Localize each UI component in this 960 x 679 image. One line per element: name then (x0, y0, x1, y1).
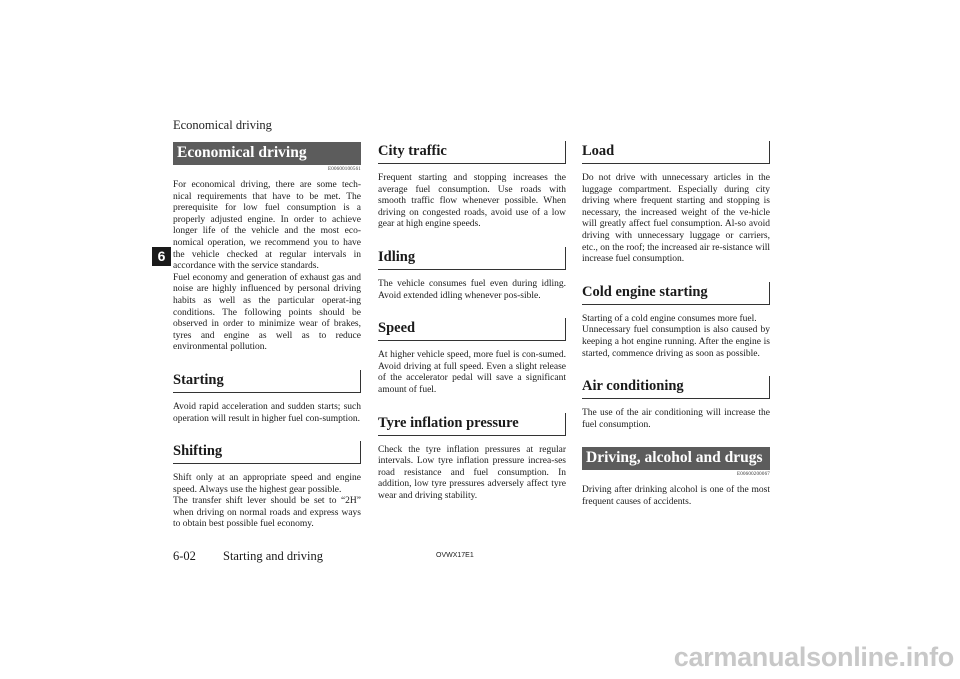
watermark: carmanualsonline.info (673, 642, 954, 672)
paragraph: Fuel economy and generation of exhaust gas and noise are highly influenced by personal driving habits as well as the particular operat-ing conditions. The following points should be observed in order to minimize wear of brakes, tyres and engine as well as to reduce environmental pollution. (173, 272, 361, 353)
section-banner-economical-driving: Economical driving (173, 142, 361, 165)
section-code: E00600100561 (328, 167, 361, 172)
footer-chapter-title: Starting and driving (223, 549, 323, 563)
paragraph: At higher vehicle speed, more fuel is con-sumed. Avoid driving at full speed. Even a slight release of the accelerator pedal will save a significant amount of fuel. (378, 350, 566, 395)
paragraph: Driving after drinking alcohol is one of the most frequent causes of accidents. (582, 485, 770, 507)
paragraph: Avoid rapid acceleration and sudden starts; such operation will result in higher fuel con-sumption. (173, 401, 361, 424)
section-heading-load: Load (582, 141, 770, 164)
paragraph: Frequent starting and stopping increases the average fuel consumption. Use roads with smooth traffic flow whenever possible. When driving on congested roads, avoid use of a low gear at high engine speeds. (378, 173, 566, 230)
column-2 (378, 141, 566, 503)
paragraph: The use of the air conditioning will increase the fuel consumption. (582, 408, 770, 430)
footer-doc-code: OVWX17E1 (436, 552, 474, 559)
chapter-tab: 6 (152, 247, 171, 266)
paragraph: The transfer shift lever should be set to “2H” when driving on normal roads and express ways to obtain best possible fuel economy. (173, 496, 361, 530)
section-heading-shifting: Shifting (173, 441, 361, 464)
paragraph: Shift only at an appropriate speed and engine speed. Always use the highest gear possible. (173, 473, 361, 495)
section-heading-idling: Idling (378, 247, 566, 270)
running-header: Economical driving (173, 118, 272, 132)
column-3 (582, 141, 770, 509)
section-heading-starting: Starting (173, 370, 361, 393)
page-number: 6-02 (173, 549, 196, 563)
section-heading-cold-engine: Cold engine starting (582, 282, 770, 305)
paragraph: Check the tyre inflation pressures at regular intervals. Low tyre inflation pressure increa-ses road resistance and fuel consumption. In addition, low tyre pressures adversely affect tyre wear and driving stability. (378, 444, 566, 501)
paragraph: Do not drive with unnecessary articles in the luggage compartment. Especially during city driving where frequent starting and stopping is necessary, the increased weight of the ve-hicle will greatly affect fuel consumption. Al-so avoid driving with unnecessary luggage or carriers, etc., on the roof; the increased air re-sistance will increase fuel consumption. (582, 173, 770, 265)
paragraph: Starting of a cold engine consumes more fuel. (582, 313, 757, 324)
paragraph: Unnecessary fuel consumption is also caused by keeping a hot engine running. After the engine is started, commence driving as soon as possible. (582, 325, 770, 359)
section-banner-alcohol-drugs: Driving, alcohol and drugs (582, 447, 770, 470)
section-code: E00600200067 (737, 472, 770, 478)
section-heading-air-conditioning: Air conditioning (582, 376, 770, 399)
section-heading-city-traffic: City traffic (378, 141, 566, 164)
section-heading-tyre-inflation: Tyre inflation pressure (378, 413, 566, 436)
paragraph: The vehicle consumes fuel even during idling. Avoid extended idling whenever pos-sible. (378, 278, 566, 301)
paragraph: For economical driving, there are some tech-nical requirements that have to be met. The prerequisite for low fuel consumption is a properly adjusted engine. In order to achieve longer life of the vehicle and the most eco-nomical operation, we recommend you to have the vehicle checked at regular intervals in accordance with the service standards. (173, 180, 361, 272)
column-1 (173, 141, 361, 531)
section-heading-speed: Speed (378, 318, 566, 341)
